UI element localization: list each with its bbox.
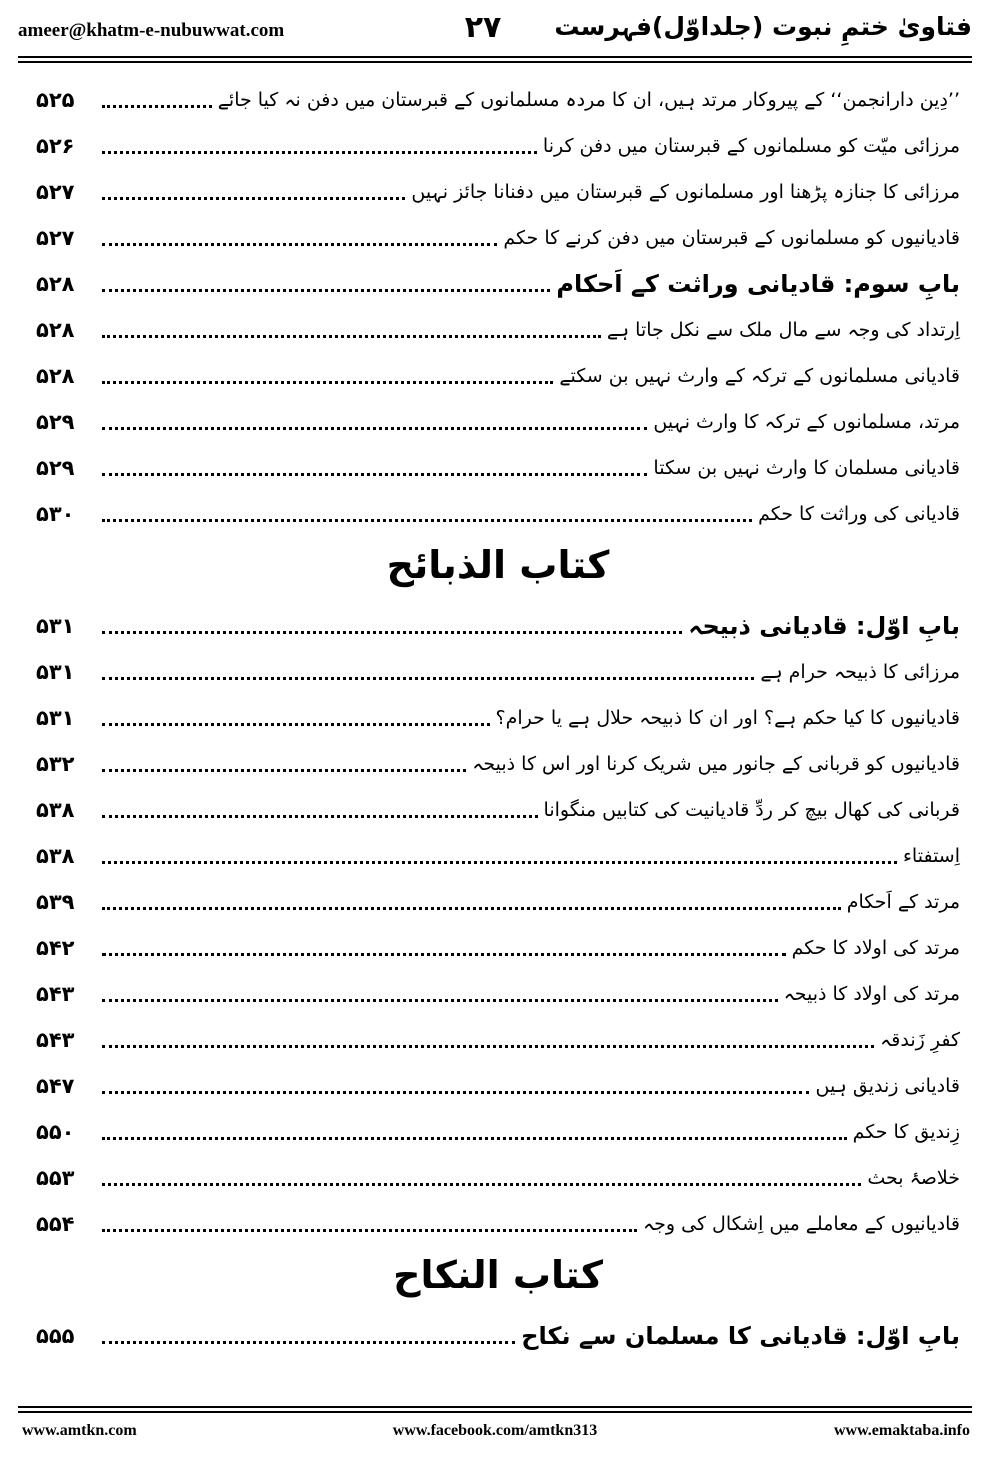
toc-page-number: ۵۲۹	[36, 456, 75, 480]
toc-title: قادیانی کی وراثت کا حکم	[758, 503, 960, 525]
toc-page-number: ۵۴۷	[36, 1074, 75, 1098]
toc-entry[interactable]	[36, 302, 960, 348]
leader-dots	[102, 197, 405, 200]
toc-entry[interactable]	[36, 1104, 960, 1150]
section-heading-zabaih: کتاب الذبائح	[386, 543, 610, 587]
toc-page-number: ۵۲۷	[36, 226, 75, 250]
toc-title: قادیانی زندیق ہیں	[815, 1075, 960, 1097]
leader-dots	[102, 907, 841, 910]
leader-dots	[102, 1183, 861, 1186]
leader-dots	[102, 381, 553, 384]
toc-title: خلاصۂ بحث	[867, 1167, 960, 1189]
footer-link-amtkn[interactable]: www.amtkn.com	[22, 1422, 137, 1439]
footer-link-emaktaba[interactable]: www.emaktaba.info	[833, 1422, 970, 1439]
leader-dots	[102, 1091, 809, 1094]
toc-entry[interactable]	[36, 210, 960, 256]
leader-dots	[102, 631, 682, 634]
leader-dots	[102, 861, 897, 864]
page-number: ۲۷	[464, 10, 502, 45]
toc-title: قادیانیوں کے معاملے میں اِشکال کی وجہ	[643, 1213, 960, 1235]
leader-dots	[102, 1137, 847, 1140]
toc-entry[interactable]	[36, 782, 960, 828]
page-footer	[18, 1422, 972, 1452]
leader-dots	[102, 723, 490, 726]
toc-page-number: ۵۲۶	[36, 134, 75, 158]
leader-dots	[102, 1341, 515, 1344]
toc-page-number: ۵۳۱	[36, 614, 75, 638]
toc-page-number: ۵۳۸	[36, 844, 75, 868]
toc-title: قادیانیوں کو قربانی کے جانور میں شریک کرنا اور اس کا ذبیحہ	[472, 753, 960, 775]
section-heading-nikah: کتاب النکاح	[393, 1253, 603, 1297]
toc-page-number: ۵۳۱	[36, 660, 75, 684]
toc-page-number: ۵۴۳	[36, 1028, 75, 1052]
toc-entry[interactable]	[36, 874, 960, 920]
table-of-contents	[36, 72, 960, 1354]
toc-title: قادیانیوں کا کیا حکم ہے؟ اور ان کا ذبیحہ حلال ہے یا حرام؟	[495, 707, 960, 729]
footer-link-facebook[interactable]: www.facebook.com/amtkn313	[392, 1422, 598, 1439]
leader-dots	[102, 769, 466, 772]
toc-page-number: ۵۲۵	[36, 88, 75, 112]
leader-dots	[102, 815, 538, 818]
footer-rule-bottom	[18, 1411, 972, 1413]
toc-entry[interactable]	[36, 118, 960, 164]
toc-title: اِستفتاء	[903, 845, 960, 867]
toc-page-number: ۵۲۷	[36, 180, 75, 204]
leader-dots	[102, 677, 754, 680]
toc-page-number: ۵۳۱	[36, 706, 75, 730]
toc-title: زِندیق کا حکم	[852, 1121, 960, 1143]
header-rule-top	[18, 56, 972, 58]
footer-rule-top	[18, 1406, 972, 1408]
toc-chapter-entry[interactable]	[36, 256, 960, 302]
toc-title: اِرتداد کی وجہ سے مال ملک سے نکل جاتا ہے	[606, 319, 960, 341]
toc-page-number: ۵۵۰	[36, 1120, 75, 1144]
toc-entry[interactable]	[36, 1058, 960, 1104]
leader-dots	[102, 999, 778, 1002]
leader-dots	[102, 243, 497, 246]
toc-title: کفرِ زَندقہ	[880, 1029, 960, 1051]
toc-chapter-title: بابِ سوم: قادیانی وراثت کے اَحکام	[556, 270, 960, 298]
toc-entry[interactable]	[36, 72, 960, 118]
leader-dots	[102, 427, 647, 430]
leader-dots	[102, 473, 647, 476]
toc-title: قادیانیوں کو مسلمانوں کے قبرستان میں دفن کرنے کا حکم	[503, 227, 960, 249]
page-header	[18, 6, 972, 52]
toc-chapter-entry[interactable]	[36, 598, 960, 644]
toc-page-number: ۵۳۸	[36, 798, 75, 822]
leader-dots	[102, 953, 786, 956]
toc-page-number: ۵۲۸	[36, 364, 75, 388]
toc-title: قادیانی مسلمان کا وارث نہیں بن سکتا	[653, 457, 960, 479]
leader-dots	[102, 335, 601, 338]
leader-dots	[102, 519, 752, 522]
leader-dots	[102, 1229, 637, 1232]
toc-chapter-entry[interactable]	[36, 1308, 960, 1354]
header-rule-bottom	[18, 61, 972, 63]
leader-dots	[102, 289, 550, 292]
toc-page-number: ۵۳۰	[36, 502, 75, 526]
leader-dots	[102, 105, 212, 108]
toc-page-number: ۵۲۸	[36, 318, 75, 342]
toc-entry[interactable]	[36, 348, 960, 394]
toc-page-number: ۵۳۹	[36, 890, 75, 914]
toc-page-number: ۵۵۳	[36, 1166, 75, 1190]
toc-page-number: ۵۴۲	[36, 936, 75, 960]
toc-page-number: ۵۳۲	[36, 752, 75, 776]
toc-title: مرزائی کا ذبیحہ حرام ہے	[760, 661, 960, 683]
leader-dots	[102, 151, 537, 154]
toc-entry[interactable]	[36, 736, 960, 782]
toc-entry[interactable]	[36, 1012, 960, 1058]
toc-entry[interactable]	[36, 1196, 960, 1242]
toc-title: مرتد، مسلمانوں کے ترکہ کا وارث نہیں	[653, 411, 960, 433]
toc-entry[interactable]	[36, 440, 960, 486]
toc-entry[interactable]	[36, 486, 960, 532]
toc-title: ’’دِین دارانجمن‘‘ کے پیروکار مرتد ہیں، ان کا مردہ مسلمانوں کے قبرستان میں دفن نہ کیا جائے	[217, 89, 960, 111]
toc-entry[interactable]	[36, 690, 960, 736]
toc-page-number: ۵۲۸	[36, 272, 75, 296]
toc-entry[interactable]	[36, 1150, 960, 1196]
toc-title: قربانی کی کھال بیچ کر ردِّ قادیانیت کی کتابیں منگوانا	[543, 799, 960, 821]
toc-title: قادیانی مسلمانوں کے ترکہ کے وارث نہیں بن سکتے	[559, 365, 960, 387]
toc-title: مرزائی کا جنازہ پڑھنا اور مسلمانوں کے قبرستان میں دفنانا جائز نہیں	[411, 181, 960, 203]
toc-title: مرزائی میّت کو مسلمانوں کے قبرستان میں دفن کرنا	[542, 135, 960, 157]
toc-entry[interactable]	[36, 164, 960, 210]
toc-entry[interactable]	[36, 828, 960, 874]
toc-page-number: ۵۵۴	[36, 1212, 75, 1236]
toc-entry[interactable]	[36, 644, 960, 690]
toc-page-number: ۵۴۳	[36, 982, 75, 1006]
toc-title: مرتد کی اولاد کا حکم	[791, 937, 960, 959]
leader-dots	[102, 1045, 874, 1048]
toc-title: مرتد کے اَحکام	[846, 891, 960, 913]
toc-chapter-title: بابِ اوّل: قادیانی ذبیحہ	[688, 612, 960, 640]
toc-entry[interactable]	[36, 920, 960, 966]
toc-page-number: ۵۲۹	[36, 410, 75, 434]
toc-entry[interactable]	[36, 966, 960, 1012]
toc-title: مرتد کی اولاد کا ذبیحہ	[783, 983, 960, 1005]
header-email: ameer@khatm-e-nubuwwat.com	[18, 20, 285, 41]
toc-page-number: ۵۵۵	[36, 1324, 75, 1348]
toc-chapter-title: بابِ اوّل: قادیانی کا مسلمان سے نکاح	[521, 1322, 960, 1350]
book-title: فتاویٰ ختمِ نبوت (جلداوّل)فہرست	[554, 12, 972, 41]
toc-entry[interactable]	[36, 394, 960, 440]
